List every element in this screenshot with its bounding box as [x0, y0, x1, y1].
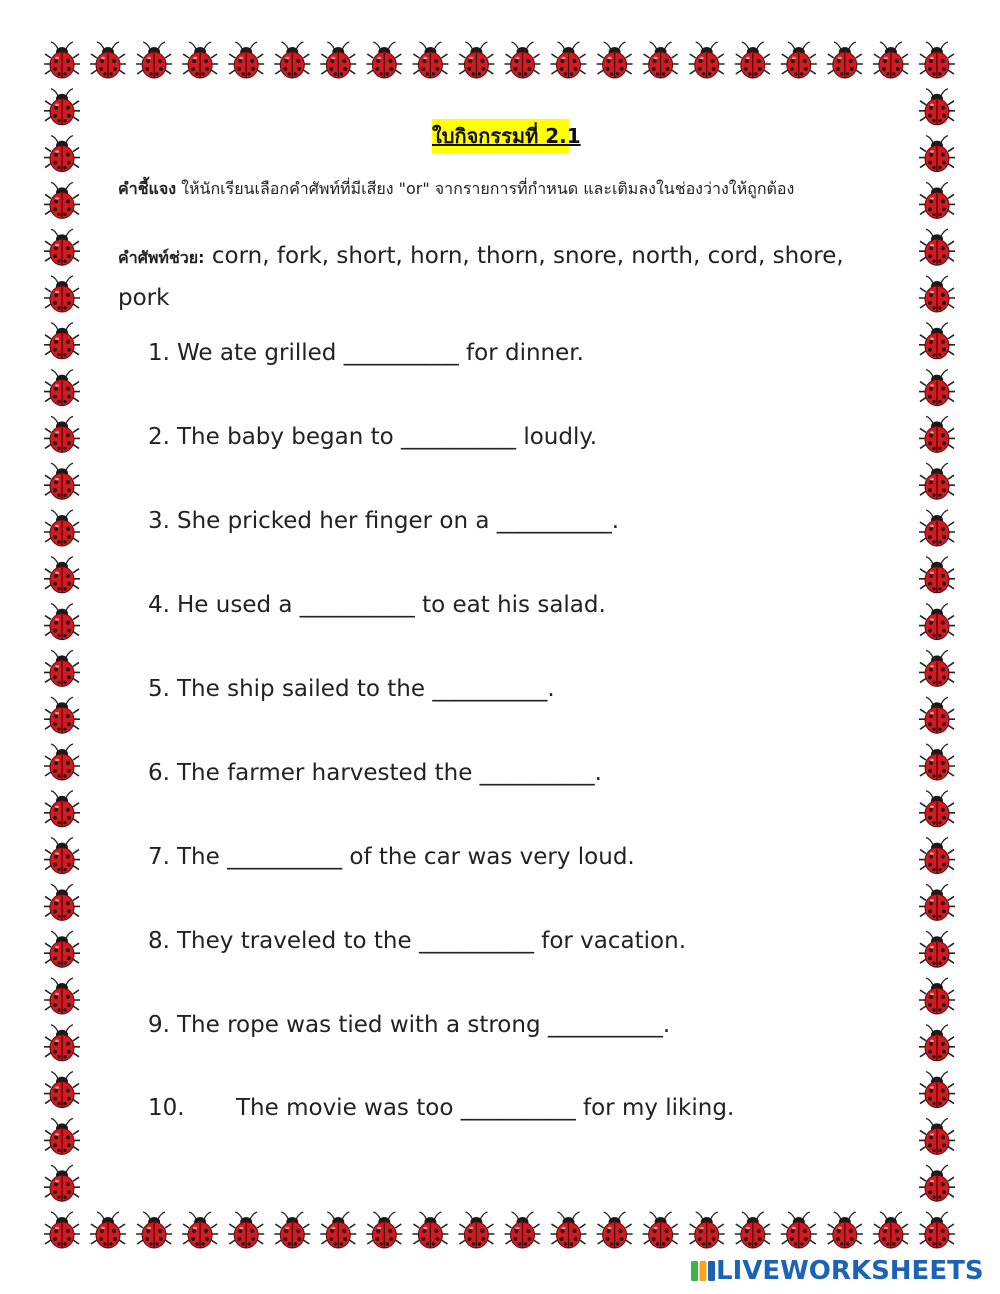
- ladybug-icon: [919, 229, 955, 265]
- ladybug-icon: [44, 604, 80, 640]
- ladybug-icon: [919, 557, 955, 593]
- ladybug-icon: [597, 1212, 633, 1248]
- worksheet-title: ใบกิจกรรมที่ 2.1: [432, 119, 569, 153]
- ladybug-icon: [827, 1212, 863, 1248]
- ladybug-icon: [919, 650, 955, 686]
- ladybug-icon: [44, 42, 80, 78]
- ladybug-icon: [919, 791, 955, 827]
- ladybug-icon: [44, 510, 80, 546]
- question-7: [148, 840, 635, 874]
- ladybug-icon: [919, 1165, 955, 1201]
- ladybug-icon: [274, 1212, 310, 1248]
- ladybug-icon: [90, 1212, 126, 1248]
- ladybug-icon: [458, 1212, 494, 1248]
- ladybug-icon: [44, 276, 80, 312]
- question-number: 8.: [148, 928, 170, 954]
- instruction-line: [118, 177, 858, 201]
- ladybug-icon: [44, 697, 80, 733]
- logo-text: LIVEWORKSHEETS: [716, 1256, 984, 1286]
- ladybug-icon: [919, 1072, 955, 1108]
- ladybug-icon: [44, 89, 80, 125]
- ladybug-icon: [505, 42, 541, 78]
- ladybug-icon: [919, 182, 955, 218]
- ladybug-icon: [919, 604, 955, 640]
- question-text: The rope was tied with a strong __________.: [177, 1012, 671, 1038]
- question-number: 10.: [148, 1095, 185, 1121]
- ladybug-icon: [689, 42, 725, 78]
- question-number: 5.: [148, 676, 170, 702]
- question-1: [148, 336, 584, 370]
- ladybug-icon: [919, 136, 955, 172]
- ladybug-icon: [44, 931, 80, 967]
- ladybug-icon: [228, 1212, 264, 1248]
- ladybug-icon: [44, 463, 80, 499]
- question-text: The farmer harvested the __________.: [177, 760, 602, 786]
- ladybug-icon: [781, 42, 817, 78]
- question-3: [148, 504, 619, 538]
- ladybug-icon: [44, 1072, 80, 1108]
- question-number: 3.: [148, 508, 170, 534]
- ladybug-icon: [919, 978, 955, 1014]
- question-text: The ship sailed to the __________.: [177, 676, 555, 702]
- question-text: The baby began to __________ loudly.: [177, 424, 598, 450]
- ladybug-icon: [597, 42, 633, 78]
- question-9: [148, 1008, 670, 1042]
- ladybug-icon: [919, 744, 955, 780]
- ladybug-icon: [44, 791, 80, 827]
- ladybug-icon: [44, 650, 80, 686]
- ladybug-icon: [919, 276, 955, 312]
- ladybug-icon: [44, 1165, 80, 1201]
- ladybug-icon: [919, 1118, 955, 1154]
- ladybug-icon: [274, 42, 310, 78]
- ladybug-icon: [781, 1212, 817, 1248]
- ladybug-icon: [44, 1025, 80, 1061]
- ladybug-icon: [136, 1212, 172, 1248]
- ladybug-icon: [136, 42, 172, 78]
- question-text: She pricked her finger on a __________.: [177, 508, 620, 534]
- ladybug-icon: [919, 510, 955, 546]
- ladybug-icon: [44, 838, 80, 874]
- ladybug-icon: [919, 1025, 955, 1061]
- question-8: [148, 924, 686, 958]
- ladybug-icon: [919, 370, 955, 406]
- ladybug-icon: [44, 323, 80, 359]
- word-bank: [118, 236, 858, 319]
- ladybug-icon: [505, 1212, 541, 1248]
- ladybug-icon: [919, 838, 955, 874]
- question-6: [148, 756, 602, 790]
- question-2: [148, 420, 597, 454]
- ladybug-icon: [735, 42, 771, 78]
- question-text: We ate grilled __________ for dinner.: [177, 340, 584, 366]
- ladybug-icon: [919, 1212, 955, 1248]
- question-number: 4.: [148, 592, 170, 618]
- ladybug-icon: [182, 1212, 218, 1248]
- question-number: 6.: [148, 760, 170, 786]
- question-number: 1.: [148, 340, 170, 366]
- word-bank-label: คำศัพท์ช่วย:: [118, 248, 205, 267]
- ladybug-icon: [827, 42, 863, 78]
- question-text: He used a __________ to eat his salad.: [177, 592, 606, 618]
- ladybug-icon: [44, 136, 80, 172]
- ladybug-icon: [551, 1212, 587, 1248]
- ladybug-icon: [44, 557, 80, 593]
- instruction-text: ให้นักเรียนเลือกคำศัพท์ที่มีเสียง "or" จากรายการที่กำหนด และเติมลงในช่องว่างให้ถูกต้อง: [181, 179, 795, 198]
- ladybug-icon: [182, 42, 218, 78]
- ladybug-icon: [44, 416, 80, 452]
- logo-mark-icon: [690, 1258, 716, 1284]
- ladybug-icon: [320, 1212, 356, 1248]
- ladybug-icon: [551, 42, 587, 78]
- ladybug-icon: [919, 89, 955, 125]
- ladybug-icon: [919, 323, 955, 359]
- question-4: [148, 588, 606, 622]
- ladybug-icon: [44, 370, 80, 406]
- ladybug-icon: [366, 1212, 402, 1248]
- question-5: [148, 672, 555, 706]
- ladybug-icon: [44, 1212, 80, 1248]
- question-number: 9.: [148, 1012, 170, 1038]
- question-text: The __________ of the car was very loud.: [177, 844, 635, 870]
- liveworksheets-logo[interactable]: [690, 1254, 984, 1288]
- ladybug-icon: [689, 1212, 725, 1248]
- question-10: [148, 1091, 734, 1125]
- ladybug-icon: [643, 1212, 679, 1248]
- ladybug-icon: [873, 1212, 909, 1248]
- ladybug-icon: [90, 42, 126, 78]
- ladybug-icon: [919, 697, 955, 733]
- question-text: They traveled to the __________ for vacation.: [177, 928, 686, 954]
- question-number: 2.: [148, 424, 170, 450]
- ladybug-icon: [44, 744, 80, 780]
- ladybug-icon: [412, 1212, 448, 1248]
- ladybug-icon: [44, 1118, 80, 1154]
- question-text: The movie was too __________ for my liking.: [236, 1095, 735, 1121]
- ladybug-icon: [919, 884, 955, 920]
- ladybug-icon: [366, 42, 402, 78]
- ladybug-icon: [919, 931, 955, 967]
- ladybug-icon: [458, 42, 494, 78]
- ladybug-icon: [44, 884, 80, 920]
- ladybug-icon: [919, 42, 955, 78]
- instruction-label: คำชี้แจง: [118, 179, 177, 198]
- ladybug-icon: [228, 42, 264, 78]
- ladybug-icon: [412, 42, 448, 78]
- ladybug-icon: [873, 42, 909, 78]
- ladybug-icon: [44, 229, 80, 265]
- word-bank-words: corn, fork, short, horn, thorn, snore, north, cord, shore, pork: [118, 243, 844, 311]
- ladybug-icon: [919, 416, 955, 452]
- ladybug-icon: [44, 978, 80, 1014]
- ladybug-icon: [919, 463, 955, 499]
- ladybug-icon: [643, 42, 679, 78]
- question-number: 7.: [148, 844, 170, 870]
- ladybug-icon: [320, 42, 356, 78]
- ladybug-icon: [44, 182, 80, 218]
- ladybug-icon: [735, 1212, 771, 1248]
